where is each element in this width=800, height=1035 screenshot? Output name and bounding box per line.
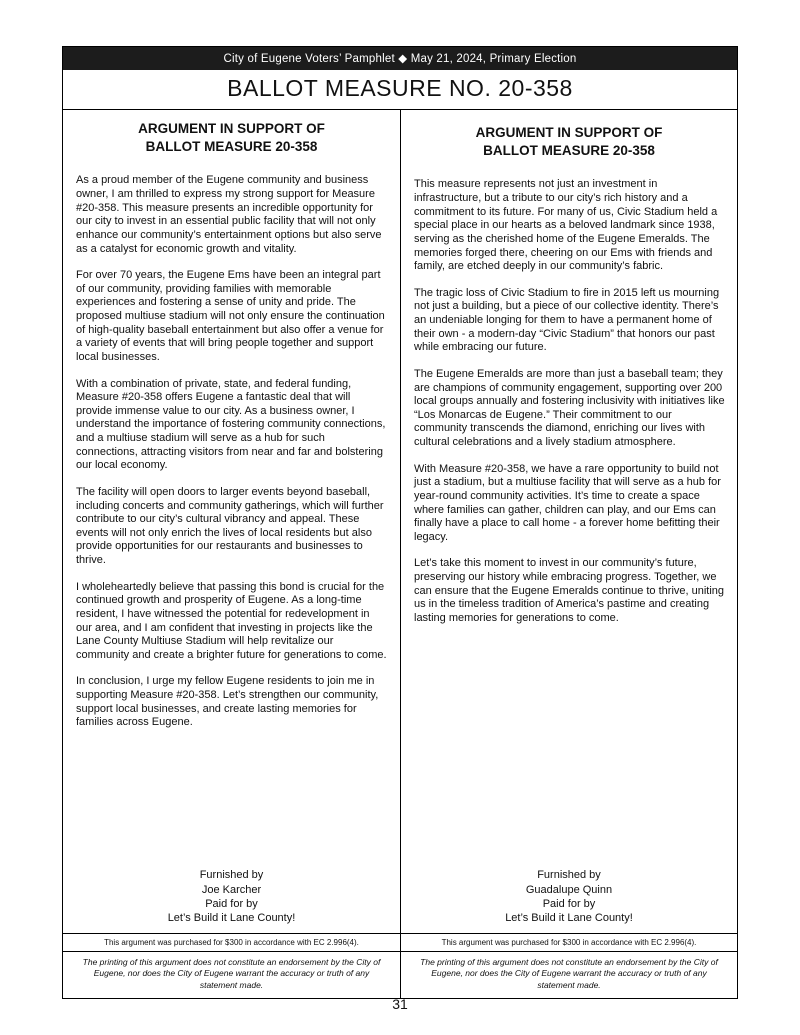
purchase-note: This argument was purchased for $300 in accordance with EC 2.996(4). xyxy=(63,933,400,952)
argument-paragraph: Let’s take this moment to invest in our community’s future, preserving our history while embracing progress. Together, we can ensure that the Eugene Emeralds continue to thrive, uniting us in the timeless tradition of America’s pastime and creating lasting memories for generations to come. xyxy=(414,557,725,624)
argument-paragraph: In conclusion, I urge my fellow Eugene residents to join me in supporting Measure #20-358. Let’s strengthen our community, support local businesses, and create lasting memories for families across Eugene. xyxy=(76,675,379,729)
argument-paragraph: This measure represents not just an investment in infrastructure, but a tribute to our city’s rich history and a commitment to its future. For many of us, Civic Stadium held a special place in our hearts as a beloved landmark since 1938, serving as the cherished home of the Eugene Emeralds. The memories forged there, cheering on our Ems with friends and family, are etched deeply in our community’s fabric. xyxy=(414,178,718,273)
furnished-by-name: Guadalupe Quinn xyxy=(525,883,613,896)
argument-paragraph: I wholeheartedly believe that passing this bond is crucial for the continued growth and prosperity of Eugene. As a long-time resident, I have witnessed the potential for redevelopment in our area, and I am confident that investing in projects like the Lane County Multiuse Stadium will help revitalize our community and create a brighter future for generations to come. xyxy=(76,580,387,661)
furnished-by-label: Furnished by xyxy=(537,869,601,882)
paid-for-label: Paid for by xyxy=(542,898,596,910)
pamphlet-banner: City of Eugene Voters’ Pamphlet ◆ May 21, 2024, Primary Election xyxy=(63,47,737,70)
argument-column-left xyxy=(63,110,400,998)
argument-column-right xyxy=(400,110,737,998)
argument-body xyxy=(401,160,737,638)
argument-heading-line2: BALLOT MEASURE 20-358 xyxy=(145,139,318,155)
argument-heading xyxy=(401,110,737,160)
argument-paragraph: With Measure #20-358, we have a rare opportunity to build not just a stadium, but a multiuse facility that will serve as a hub for year-round community activities. It’s time to create a space where families can gather, children can play, and our Ems can finally have a place to call home - a forever home befitting their legacy. xyxy=(414,462,721,543)
argument-paragraph: The facility will open doors to larger events beyond baseball, including concerts and community gatherings, which will further contribute to our city’s cultural vibrancy and appeal. These events will not only enrich the lives of local residents but also provide opportunities for our restaurants and businesses to thrive. xyxy=(76,485,384,567)
argument-body xyxy=(63,156,400,743)
argument-footer xyxy=(63,868,400,998)
argument-paragraph: As a proud member of the Eugene community and business owner, I am thrilled to express my strong support for Measure #20-358. This measure presents an incredible opportunity for our city to invest in an essential public facility that will not only enhance our community’s entertainment options but also serve as a catalyst for economic growth and vitality. xyxy=(76,174,382,255)
argument-paragraph: The Eugene Emeralds are more than just a baseball team; they are champions of community engagement, supporting over 200 local groups annually and fostering inclusivity with initiatives like “Los Monarcas de Eugene.” Their commitment to our community transcends the diamond, enriching our lives with cultural celebrations and a lively stadium atmosphere. xyxy=(414,367,725,449)
page-number: 31 xyxy=(392,996,408,1012)
furnished-block xyxy=(63,868,400,932)
argument-heading xyxy=(63,110,400,156)
furnished-block xyxy=(401,868,737,932)
measure-title: BALLOT MEASURE NO. 20-358 xyxy=(63,70,737,110)
argument-paragraph: The tragic loss of Civic Stadium to fire in 2015 left us mourning not just a building, but a piece of our collective identity. There’s an undeniable longing for them to have a permanent home of their own - a modern-day “Civic Stadium” that honors our past while embracing our future. xyxy=(414,286,720,354)
argument-heading-line1: ARGUMENT IN SUPPORT OF xyxy=(475,125,663,140)
paid-for-name: Let’s Build it Lane County! xyxy=(505,912,633,925)
argument-paragraph: For over 70 years, the Eugene Ems have been an integral part of our community, providing families with memorable experiences and fostering a sense of unity and pride. The proposed multiuse stadium will not only ensure the continuation of high-quality baseball entertainment but also offer a venue for a variety of events that will bring people together and support local businesses. xyxy=(76,269,385,363)
argument-heading-line2: BALLOT MEASURE 20-358 xyxy=(483,143,655,159)
argument-paragraph: With a combination of private, state, and federal funding, Measure #20-358 offers Eugene a fantastic deal that will provide immense value to our city. As a business owner, I understand the importance of fostering community connections, and a multiuse stadium will serve as a hub for such connections, attracting visitors from near and far and bolstering our local economy. xyxy=(76,377,386,472)
paid-for-label: Paid for by xyxy=(205,898,258,910)
printing-disclaimer: The printing of this argument does not constitute an endorsement by the City of Eugene, nor does the City of Eugene warrant the accuracy or truth of any statement made. xyxy=(82,956,381,990)
measure-document-box xyxy=(62,46,738,999)
purchase-note: This argument was purchased for $300 in accordance with EC 2.996(4). xyxy=(401,933,737,952)
furnished-by-name: Joe Karcher xyxy=(201,883,262,896)
argument-heading-line1: ARGUMENT IN SUPPORT OF xyxy=(138,121,325,136)
argument-columns xyxy=(63,110,737,998)
furnished-by-label: Furnished by xyxy=(199,869,264,882)
printing-disclaimer: The printing of this argument does not constitute an endorsement by the City of Eugene, nor does the City of Eugene warrant the accuracy or truth of any statement made. xyxy=(420,956,718,990)
paid-for-name: Let’s Build it Lane County! xyxy=(167,912,296,925)
argument-footer xyxy=(401,868,737,998)
